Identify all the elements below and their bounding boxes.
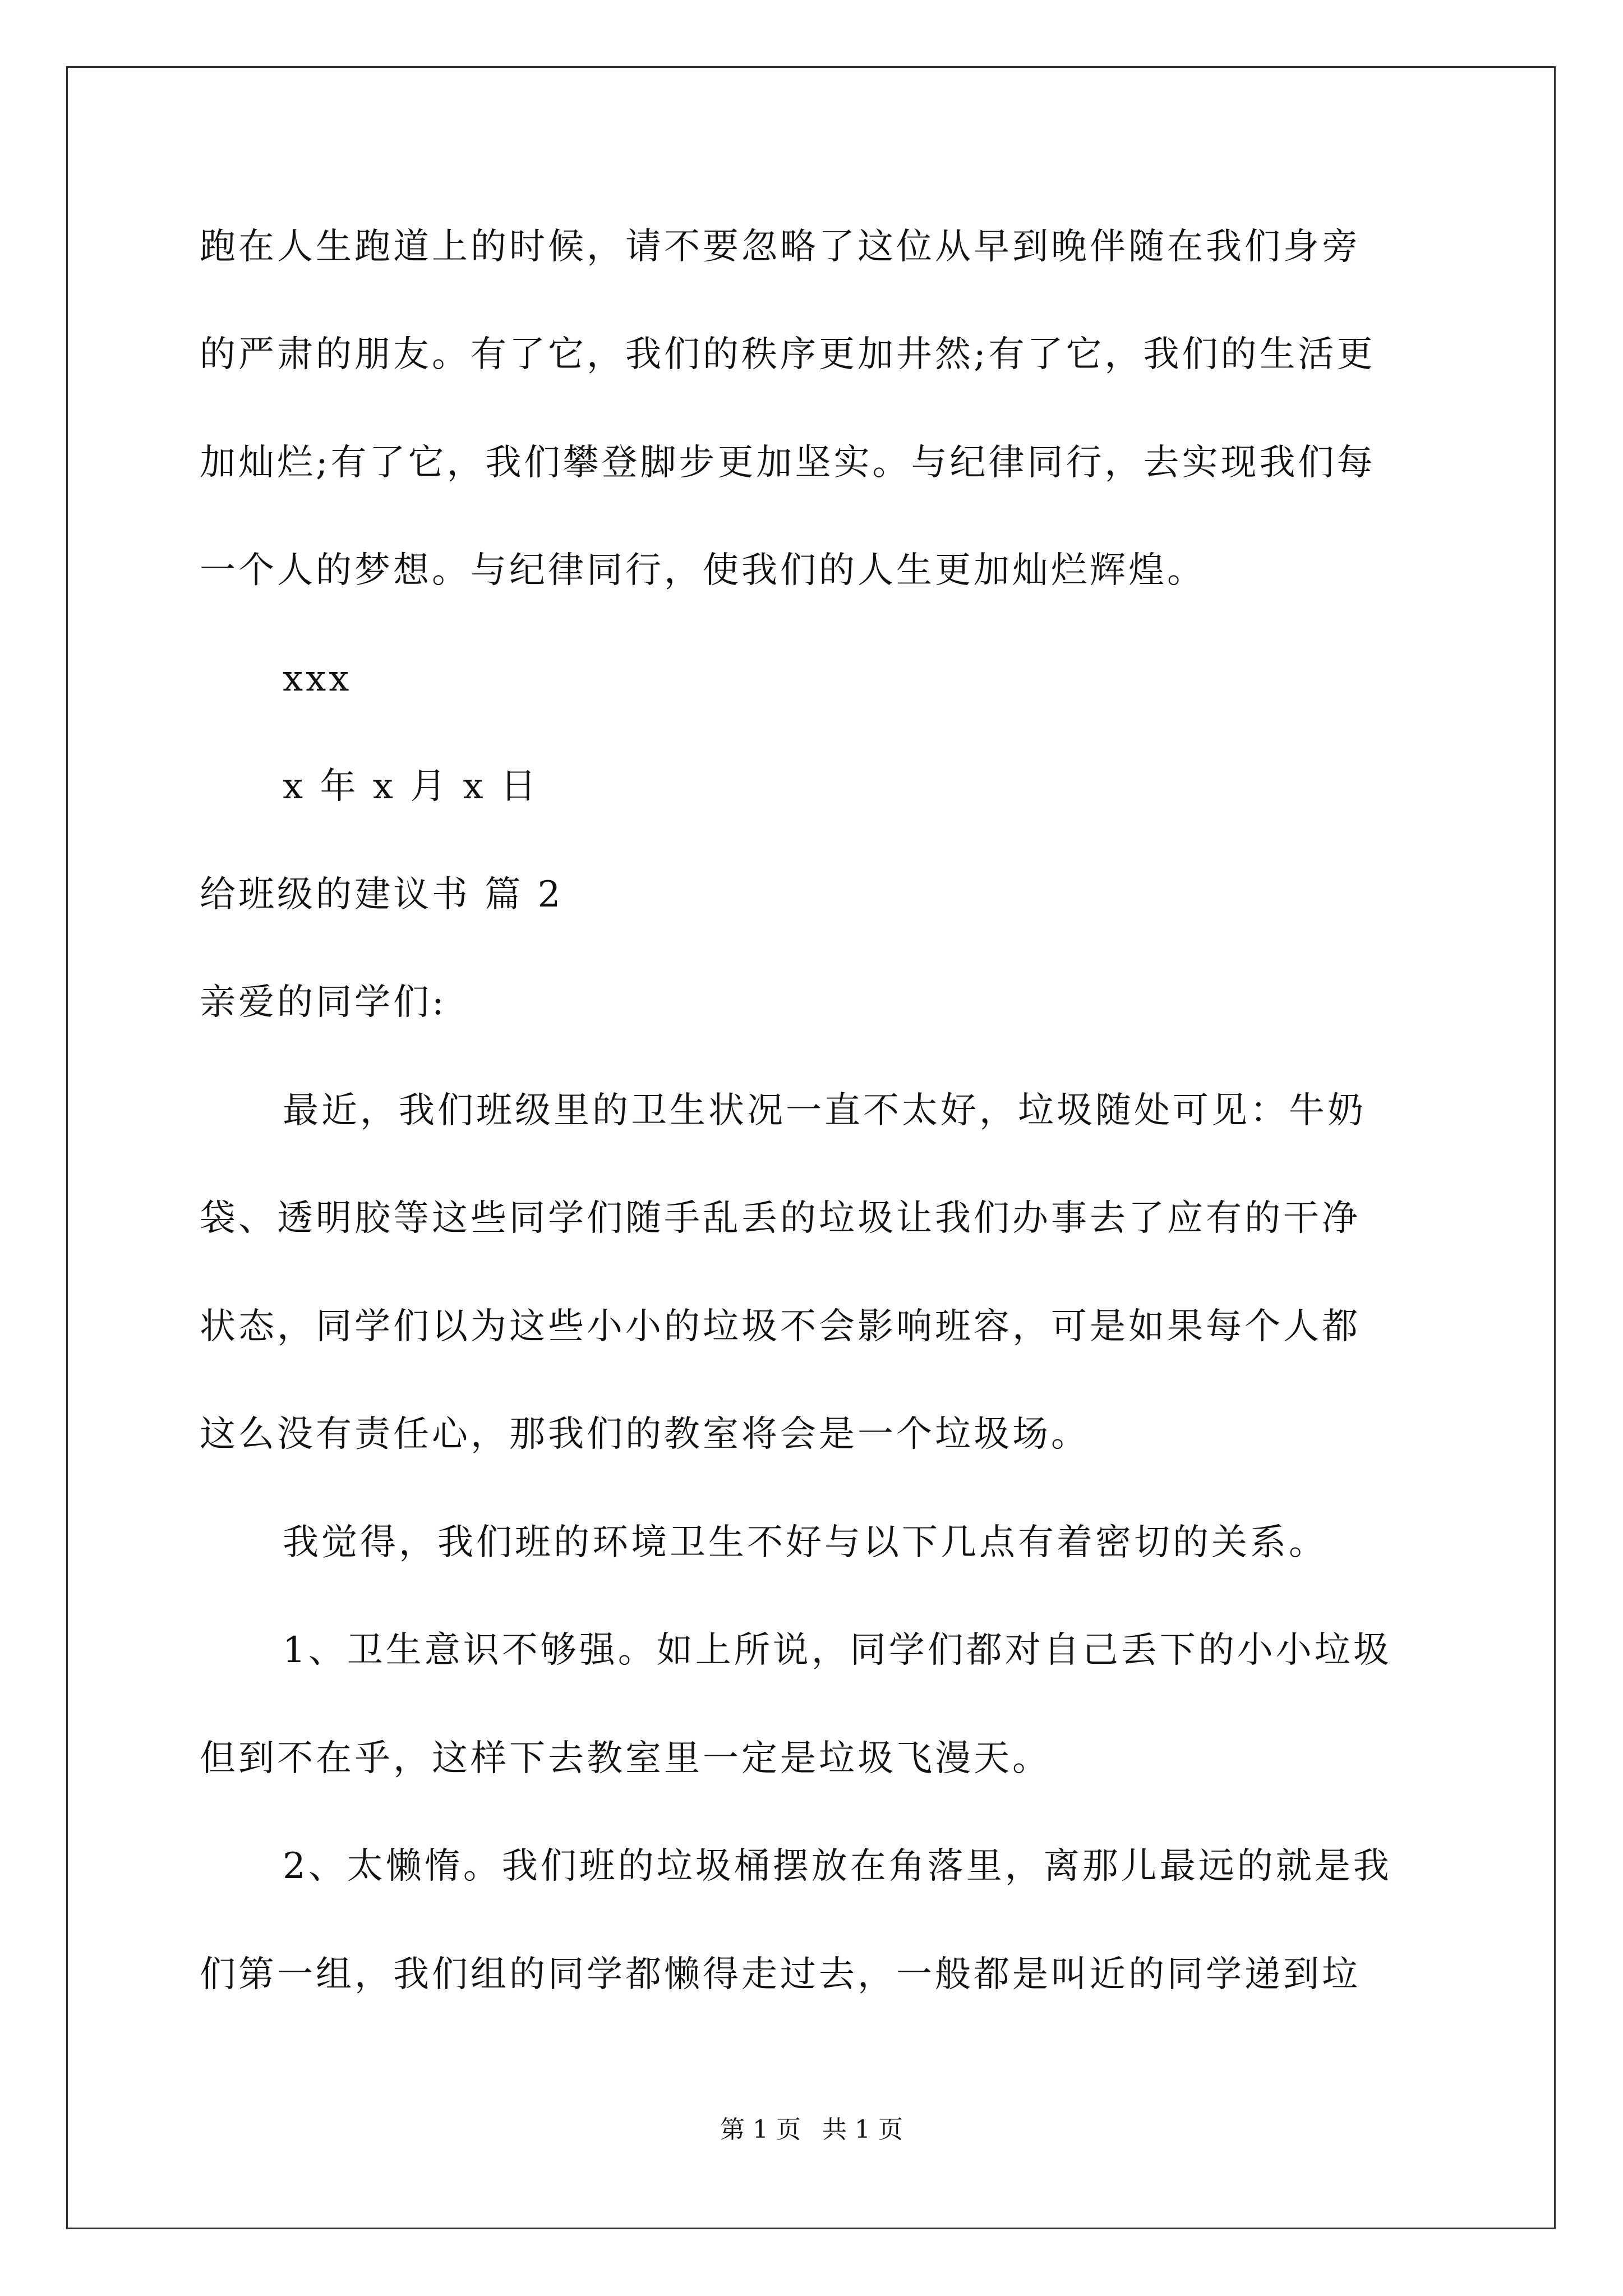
body-line: 加灿烂;有了它，我们攀登脚步更加坚实。与纪律同行，去实现我们每 [200, 442, 1376, 484]
body-line: 们第一组，我们组的同学都懒得走过去，一般都是叫近的同学递到垃 [200, 1954, 1361, 1995]
body-line: 状态，同学们以为这些小小的垃圾不会影响班容，可是如果每个人都 [200, 1306, 1361, 1347]
signature-name: xxx [283, 658, 352, 700]
page-count: 共 1 页 [822, 2115, 903, 2144]
salutation: 亲爱的同学们: [200, 982, 447, 1023]
page-border [66, 66, 1556, 2229]
page-footer [0, 2109, 1623, 2145]
body-line: 最近，我们班级里的卫生状况一直不太好，垃圾随处可见：牛奶 [283, 1090, 1366, 1131]
body-line: 2、太懒惰。我们班的垃圾桶摆放在角落里，离那儿最远的就是我 [283, 1846, 1392, 1887]
body-line: 1、卫生意识不够强。如上所说，同学们都对自己丢下的小小垃圾 [283, 1630, 1392, 1671]
body-line: 跑在人生跑道上的时候，请不要忽略了这位从早到晚伴随在我们身旁 [200, 226, 1361, 268]
signature-date: x 年 x 月 x 日 [283, 766, 539, 807]
page-number: 第 1 页 [720, 2115, 801, 2144]
body-line: 这么没有责任心，那我们的教室将会是一个垃圾场。 [200, 1414, 1090, 1455]
body-line: 但到不在乎，这样下去教室里一定是垃圾飞漫天。 [200, 1738, 1051, 1779]
body-line: 一个人的梦想。与纪律同行，使我们的人生更加灿烂辉煌。 [200, 550, 1206, 591]
body-line: 我觉得，我们班的环境卫生不好与以下几点有着密切的关系。 [283, 1522, 1327, 1563]
body-line: 的严肃的朋友。有了它，我们的秩序更加井然;有了它，我们的生活更 [200, 334, 1376, 375]
body-line: 袋、透明胶等这些同学们随手乱丢的垃圾让我们办事去了应有的干净 [200, 1198, 1361, 1239]
section-title: 给班级的建议书 篇 2 [200, 874, 564, 915]
